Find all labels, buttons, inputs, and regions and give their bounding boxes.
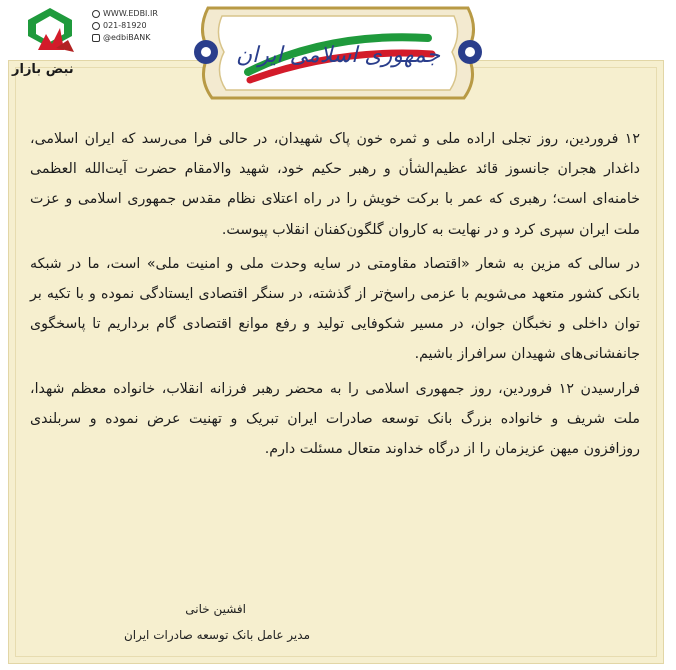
instagram-text: @edbiBANK <box>103 33 151 42</box>
website-row <box>92 8 158 20</box>
phone-row <box>92 20 158 32</box>
brand-label: نبض بازار <box>12 62 74 77</box>
letter-body <box>30 124 640 468</box>
website-text: WWW.EDBI.IR <box>103 9 158 18</box>
phone-text: 021-81920 <box>103 21 147 30</box>
instagram-icon <box>92 34 100 42</box>
phone-icon <box>92 22 100 30</box>
title-banner <box>188 2 488 102</box>
paragraph-2: در سالی که مزین به شعار «اقتصاد مقاومتی در سایه وحدت ملی و امنیت ملی» است، ما در شبکه بانکی کشور متعهد می‌شویم با عزمی راسخ‌تر از گذشته، در سنگر اقتصادی ایستادگی نموده و با تکیه بر توان داخلی و نخبگان جوان، در مسیر شکوفایی تولید و رفع موانع اقتصادی گام برداریم تا پاسخگوی جانفشانی‌های شهیدان سرافراز باشیم. <box>30 255 640 363</box>
contact-block <box>92 8 158 44</box>
signatory-title: مدیر عامل بانک توسعه صادرات ایران <box>123 628 310 642</box>
instagram-row <box>92 32 158 44</box>
signatory-name: افشین خانی <box>185 602 246 616</box>
paragraph-3: فرارسیدن ۱۲ فروردین، روز جمهوری اسلامی را به محضر رهبر فرزانه انقلاب، خانواده معظم شهدا، ملت شریف و خانواده بزرگ بانک توسعه صادرات ایران تبریک و تهنیت عرض نموده و سربلندی روزافزون میهن عزیزمان را از درگاه خداوند متعال مسئلت دارم. <box>30 380 640 458</box>
signature-block <box>30 596 310 648</box>
globe-icon <box>92 10 100 18</box>
paragraph-1: ۱۲ فروردین، روز تجلی اراده ملی و ثمره خون پاک شهیدان، در حالی فرا می‌رسد که ایران اسلامی، داغدار هجران جانسوز قائد عظیم‌الشأن و رهبر حکیم خود، شهید والامقام حضرت آیت‌الله العظمی خامنه‌ای است؛ رهبری که عمر با برکت خویش را در راه اعتلای نظام مقدس جمهوری اسلامی و عزت ملت ایران سپری کرد و در نهایت به کاروان گلگون‌کفنان انقلاب پیوست. <box>30 131 640 238</box>
banner-title: جمهوری اسلامی ایران <box>235 43 441 68</box>
